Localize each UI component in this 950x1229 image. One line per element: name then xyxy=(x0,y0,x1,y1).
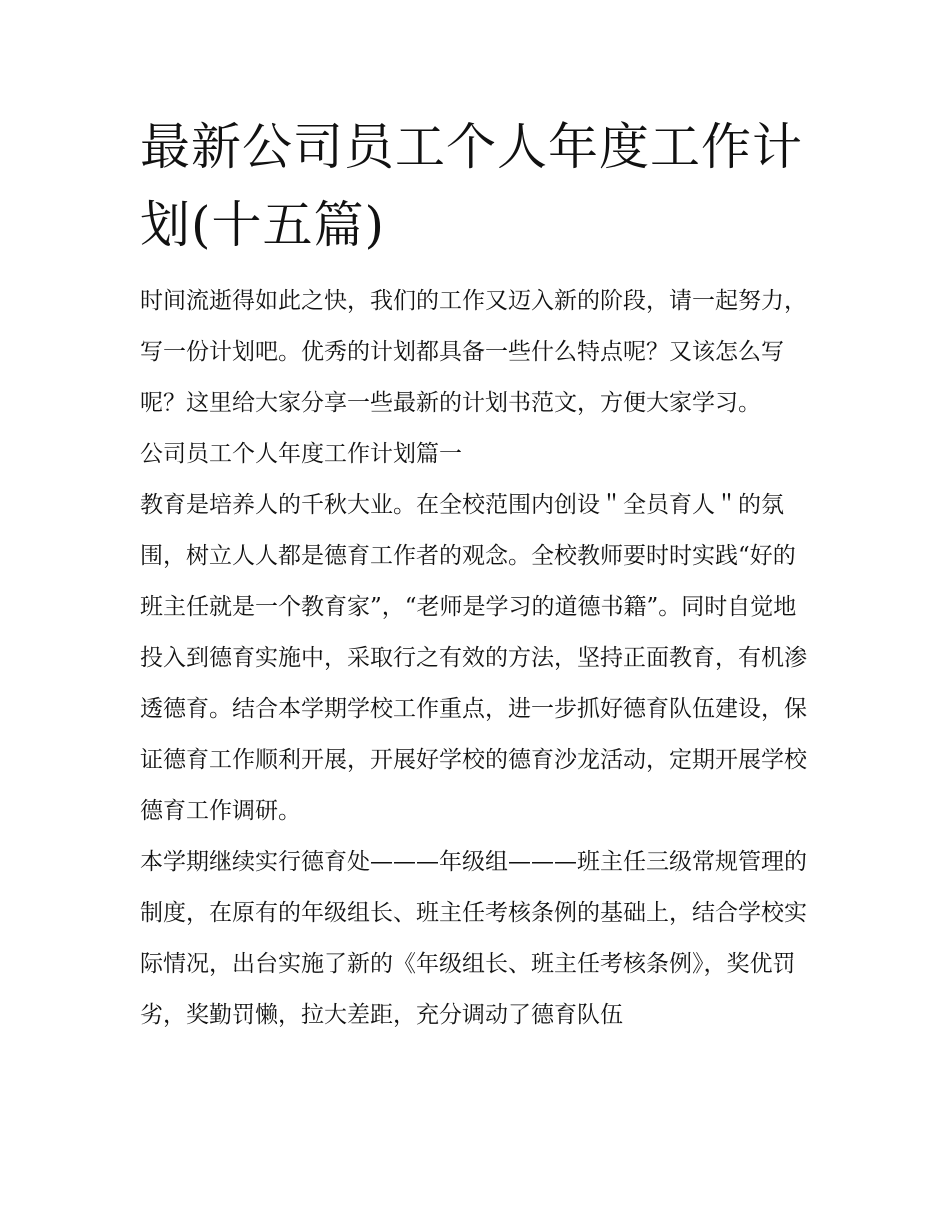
document-title: 最新公司员工个人年度工作计划(十五篇) xyxy=(140,118,803,254)
paragraph-management: 本学期继续实行德育处———年级组———班主任三级常规管理的制度，在原有的年级组长、班主任考核条例的基础上，结合学校实际情况，出台实施了新的《年级组长、班主任考核条例》，奖优罚劣，奖勤罚懒，拉大差距，充分调动了德育队伍 xyxy=(140,849,807,1028)
paragraph-education: 教育是培养人的千秋大业。在全校范围内创设＂全员育人＂的氛围，树立人人都是德育工作者的观念。全校教师要时时实践“好的班主任就是一个教育家”，“老师是学习的道德书籍”。同时自觉地投入到德育实施中，采取行之有效的方法，坚持正面教育，有机渗透德育。结合本学期学校工作重点，进一步抓好德育队伍建设，保证德育工作顺利开展，开展好学校的德育沙龙活动，定期开展学校德育工作调研。 xyxy=(140,492,807,824)
paragraph-intro: 时间流逝得如此之快，我们的工作又迈入新的阶段，请一起努力，写一份计划吧。优秀的计划都具备一些什么特点呢？又该怎么写呢？这里给大家分享一些最新的计划书范文，方便大家学习。 xyxy=(140,288,807,416)
document-body xyxy=(140,276,815,1041)
section-heading: 公司员工个人年度工作计划篇一 xyxy=(140,441,462,467)
